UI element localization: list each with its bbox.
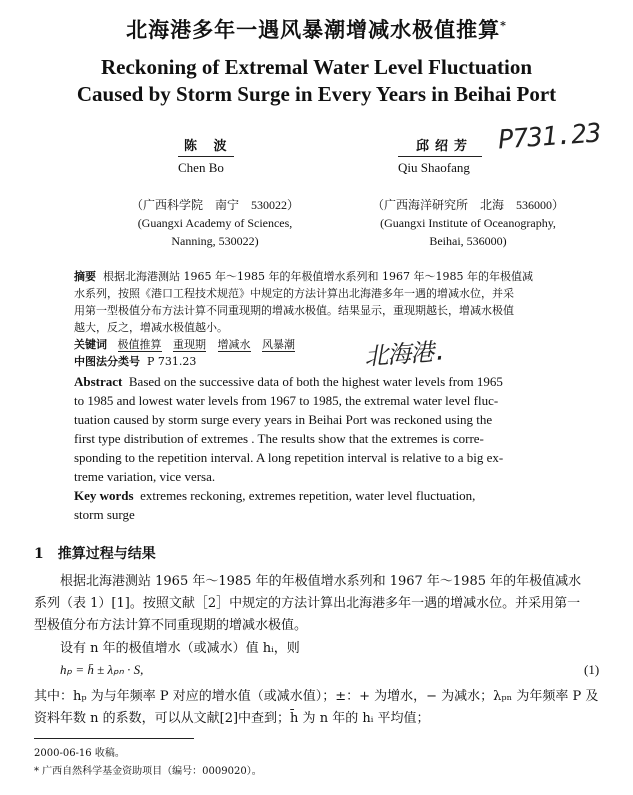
handwritten-call-number: P731.23 (497, 118, 602, 156)
section-1-paragraph-2: 设有 n 年的极值增水（或减水）值 hᵢ，则 (60, 641, 300, 656)
section-1-heading: 1 推算过程与结果 (34, 546, 156, 562)
abstract-en: Abstract Based on the successive data of both the highest water levels from 1965 to 1985 and lowest water levels from 1967 to 1985, the extremal water level fluc- tuation caused by storm surge every years in Beihai Port was reckoned using the first type distribution of extremes . The results show that the extremes is corre- sponding to the repetition interval. A long repetition interval is relative to a big ex- treme variation, vice versa. Key words extremes reckoning, extremes repetition, water level fluctuation, storm surge (74, 372, 574, 524)
abstract-zh-label: 摘要 (74, 270, 96, 283)
keyword-zh: 极值推算 (117, 338, 162, 351)
author-1-underline (178, 156, 234, 157)
handwritten-place-note: 北海港. (363, 337, 448, 371)
abstract-en-label: Abstract (74, 374, 123, 389)
author-2-zh: 邱绍芳 (416, 139, 474, 154)
keywords-en-cont: storm surge (74, 507, 135, 522)
author-1-en: Chen Bo (178, 160, 224, 175)
section-1-paragraph-3: 其中：hₚ 为与年频率 P 对应的增水值（或减水值）；±：+ 为增水，− 为减水；λₚₙ 为年频率 P 及 资料年数 n 的系数，可以从文献[2]中查到；h̄ 为 n 年的 hᵢ 平均值； (34, 689, 599, 726)
keywords-zh-label: 关键词 (74, 338, 107, 351)
clc-number: 中图法分类号 P 731.23 (74, 355, 197, 368)
keywords-en-label: Key words (74, 488, 134, 503)
keywords-en: extremes reckoning, extremes repetition, water level fluctuation, (140, 488, 476, 503)
author-2-en: Qiu Shaofang (398, 160, 470, 175)
title-en-line1: Reckoning of Extremal Water Level Fluctuation (100, 55, 533, 79)
footnote-fund: * 广西自然科学基金资助项目（编号：0009020）。 (34, 766, 262, 777)
abstract-zh: 摘要 根据北海港测站 1965 年～1985 年的年极值增水系列和 1967 年～1985 年的年极值减 水系列，按照《港口工程技术规范》中规定的方法计算出北海港多年一遇的增减水位，并采 用第一型极值分布方法计算不同重现期的增减水极值。结果显示，重现期越长，增减水极值 越大，反之，增减水极值越小。 (74, 270, 533, 334)
footnote-rule (34, 738, 194, 739)
title-en-line2: Caused by Storm Surge in Every Years in Beihai Port (76, 82, 557, 106)
affiliation-2: （广西海洋研究所 北海 536000） (Guangxi Institute of Oceanography, Beihai, 536000) (371, 198, 564, 248)
equation-1: hₚ = h̄ ± λₚₙ · S, (60, 662, 144, 677)
keywords-zh (74, 336, 374, 353)
affiliation-1: （广西科学院 南宁 530022） (Guangxi Academy of Sciences, Nanning, 530022) (130, 198, 299, 248)
title-zh: 北海港多年一遇风暴潮增减水极值推算* (126, 17, 507, 42)
keyword-zh: 增减水 (217, 338, 251, 351)
keyword-zh: 重现期 (173, 338, 206, 351)
author-1-zh: 陈 波 (184, 139, 233, 154)
author-2-underline (398, 156, 482, 157)
footnote-received: 2000-06-16 收稿。 (34, 748, 125, 759)
keyword-zh: 风暴潮 (262, 338, 295, 351)
section-1-paragraph-1: 根据北海港测站 1965 年～1985 年的年极值增水系列和 1967 年～1985 年的年极值减水 系列（表 1）[1]。按照文献［2］中规定的方法计算出北海港多年一遇的增减水位。并采用第一 型极值分布方法计算不同重现期的增减水极值。 (34, 574, 582, 633)
equation-1-number: (1) (584, 662, 600, 677)
title-footnote-mark: * (500, 19, 507, 32)
